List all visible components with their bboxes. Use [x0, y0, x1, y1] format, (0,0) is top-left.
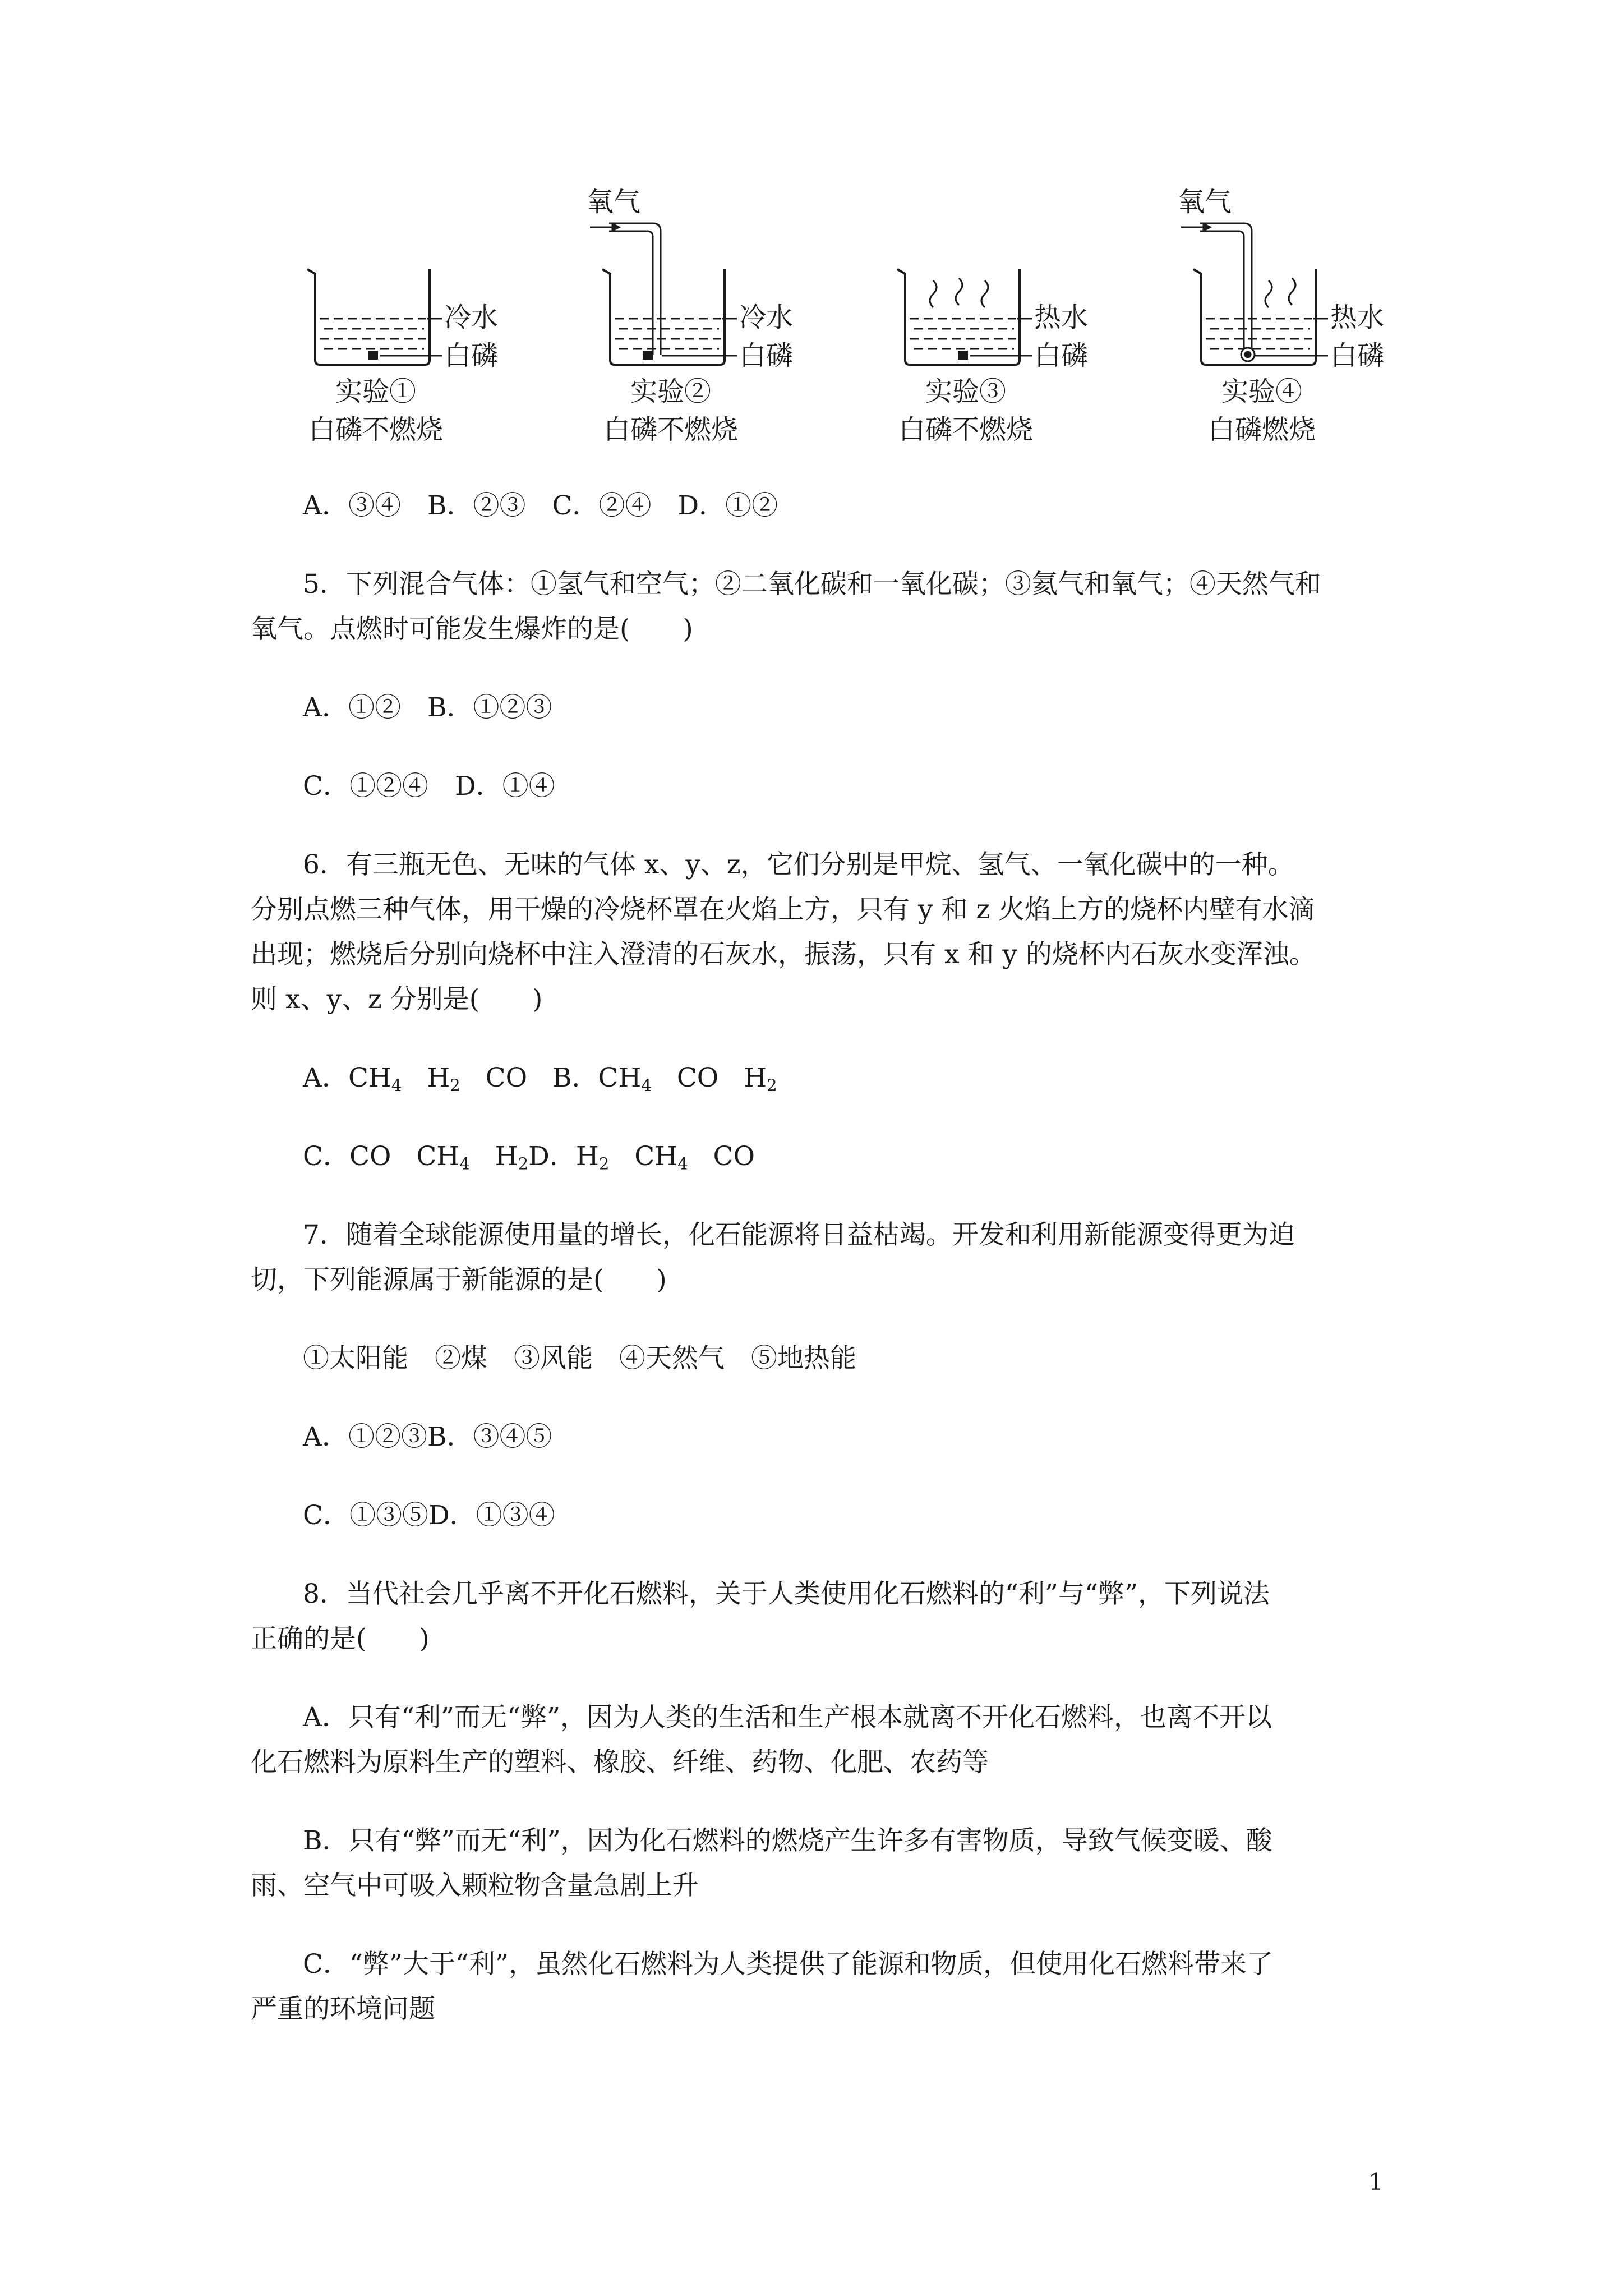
q8-stem-line-1: 8．当代社会几乎离不开化石燃料，关于人类使用化石燃料的“利”与“弊”，下列说法 — [303, 1579, 1270, 1609]
q7-stem-line-1: 7．随着全球能源使用量的增长，化石能源将日益枯竭。开发和利用新能源变得更为迫 — [303, 1220, 1295, 1250]
q7-choices: ①太阳能 ②煤 ③风能 ④天然气 ⑤地热能 — [303, 1343, 856, 1374]
experiment-result: 白磷不燃烧 — [308, 414, 443, 445]
steam-icon — [930, 278, 988, 307]
q8-option-b-line-1: B．只有“弊”而无“利”，因为化石燃料的燃烧产生许多有害物质，导致气候变暖、酸 — [303, 1825, 1272, 1856]
hot-water-lines — [910, 319, 1016, 349]
water-label: 热水 — [1034, 302, 1089, 333]
q6-stem-line-4: 则 x、y、z 分别是( ) — [251, 984, 543, 1015]
experiment-result: 白磷燃烧 — [1207, 414, 1316, 445]
q6-options-1: A．$CH_4$ $H_2$ CO B．$CH_4$ CO $H_2$ — [303, 1062, 777, 1095]
experiment-2 — [587, 186, 867, 454]
white-phosphorus-piece — [958, 351, 968, 360]
experiment-4 — [1178, 186, 1458, 454]
q7-options-2: C．①③⑤D．①③④ — [303, 1500, 555, 1531]
water-label: 热水 — [1330, 302, 1385, 333]
q8-option-b-line-2: 雨、空气中可吸入颗粒物含量急剧上升 — [251, 1870, 699, 1901]
option-label: C． — [303, 1141, 349, 1172]
q7-stem-line-2: 切，下列能源属于新能源的是( ) — [251, 1264, 667, 1295]
experiment-figure — [292, 186, 1391, 454]
flow-arrow-icon — [1181, 224, 1210, 231]
q8-option-a-line-1: A．只有“利”而无“弊”，因为人类的生活和生产根本就离不开化石燃料，也离不开以 — [303, 1702, 1272, 1733]
experiment-3 — [882, 191, 1162, 454]
oxygen-label: 氧气 — [587, 186, 641, 218]
beaker-icon — [602, 269, 725, 365]
beaker-diagram-3 — [882, 191, 1162, 376]
experiment-result: 白磷不燃烧 — [898, 414, 1033, 445]
oxygen-tube — [609, 223, 661, 355]
experiment-result: 白磷不燃烧 — [603, 414, 738, 445]
oxygen-label: 氧气 — [1178, 186, 1232, 218]
q8-option-c-line-2: 严重的环境问题 — [251, 1994, 435, 2024]
beaker-diagram-2 — [587, 191, 867, 376]
q5-options-2: C．①②④ D．①④ — [303, 771, 555, 802]
beaker-icon — [307, 269, 430, 365]
option-label: A． — [303, 1062, 348, 1093]
white-phosphorus-piece — [643, 351, 653, 360]
experiment-1 — [292, 191, 572, 454]
q7-options-1: A．①②③B．③④⑤ — [303, 1421, 552, 1452]
experiment-name: 实验④ — [1221, 376, 1302, 407]
beaker-icon — [1193, 269, 1316, 365]
q8-option-a-line-2: 化石燃料为原料生产的塑料、橡胶、纤维、药物、化肥、农药等 — [251, 1747, 989, 1778]
water-label: 冷水 — [739, 302, 794, 333]
q5-stem-line-2: 氧气。点燃时可能发生爆炸的是( ) — [251, 614, 693, 645]
q4-options: A．③④ B．②③ C．②④ D．①② — [303, 490, 778, 521]
water-label: 冷水 — [444, 302, 499, 333]
q8-option-c-line-1: C．“弊”大于“利”，虽然化石燃料为人类提供了能源和物质，但使用化石燃料带来了 — [303, 1949, 1274, 1980]
phosphorus-label: 白磷 — [1034, 340, 1089, 371]
beaker-icon — [897, 269, 1020, 365]
hot-water-lines — [1206, 319, 1312, 349]
q8-stem-line-2: 正确的是( ) — [251, 1623, 430, 1654]
white-phosphorus-piece — [368, 351, 378, 360]
flow-arrow-icon — [590, 224, 619, 231]
page-number: 1 — [1368, 2168, 1384, 2196]
q6-stem-line-3: 出现；燃烧后分别向烧杯中注入澄清的石灰水，振荡，只有 x 和 y 的烧杯内石灰水变浑浊。 — [251, 939, 1316, 970]
q5-stem-line-1: 5．下列混合气体：①氢气和空气；②二氧化碳和一氧化碳；③氦气和氧气；④天然气和 — [303, 569, 1321, 600]
beaker-diagram-1 — [292, 191, 572, 376]
steam-icon — [1265, 278, 1295, 307]
phosphorus-label: 白磷 — [444, 340, 499, 371]
q6-stem-line-2: 分别点燃三种气体，用干燥的冷烧杯罩在火焰上方，只有 y 和 z 火焰上方的烧杯内壁有水滴 — [251, 894, 1315, 925]
cold-water-lines — [615, 319, 721, 349]
beaker-diagram-4 — [1178, 191, 1458, 376]
experiment-name: 实验③ — [925, 376, 1006, 407]
q6-options-2: C．CO $CH_4$ $H_2D$．$H_2$ $CH_4$ CO — [303, 1141, 755, 1174]
experiment-name: 实验② — [630, 376, 711, 407]
burning-phosphorus-icon — [1241, 348, 1255, 361]
phosphorus-label: 白磷 — [739, 340, 794, 371]
option-label: D． — [528, 1141, 576, 1172]
option-label: B． — [552, 1062, 598, 1093]
cold-water-lines — [320, 319, 426, 349]
phosphorus-label: 白磷 — [1330, 340, 1385, 371]
q6-stem-line-1: 6．有三瓶无色、无味的气体 x、y、z，它们分别是甲烷、氢气、一氧化碳中的一种。 — [303, 849, 1294, 880]
experiment-name: 实验① — [335, 376, 416, 407]
q5-options-1: A．①② B．①②③ — [303, 692, 552, 723]
